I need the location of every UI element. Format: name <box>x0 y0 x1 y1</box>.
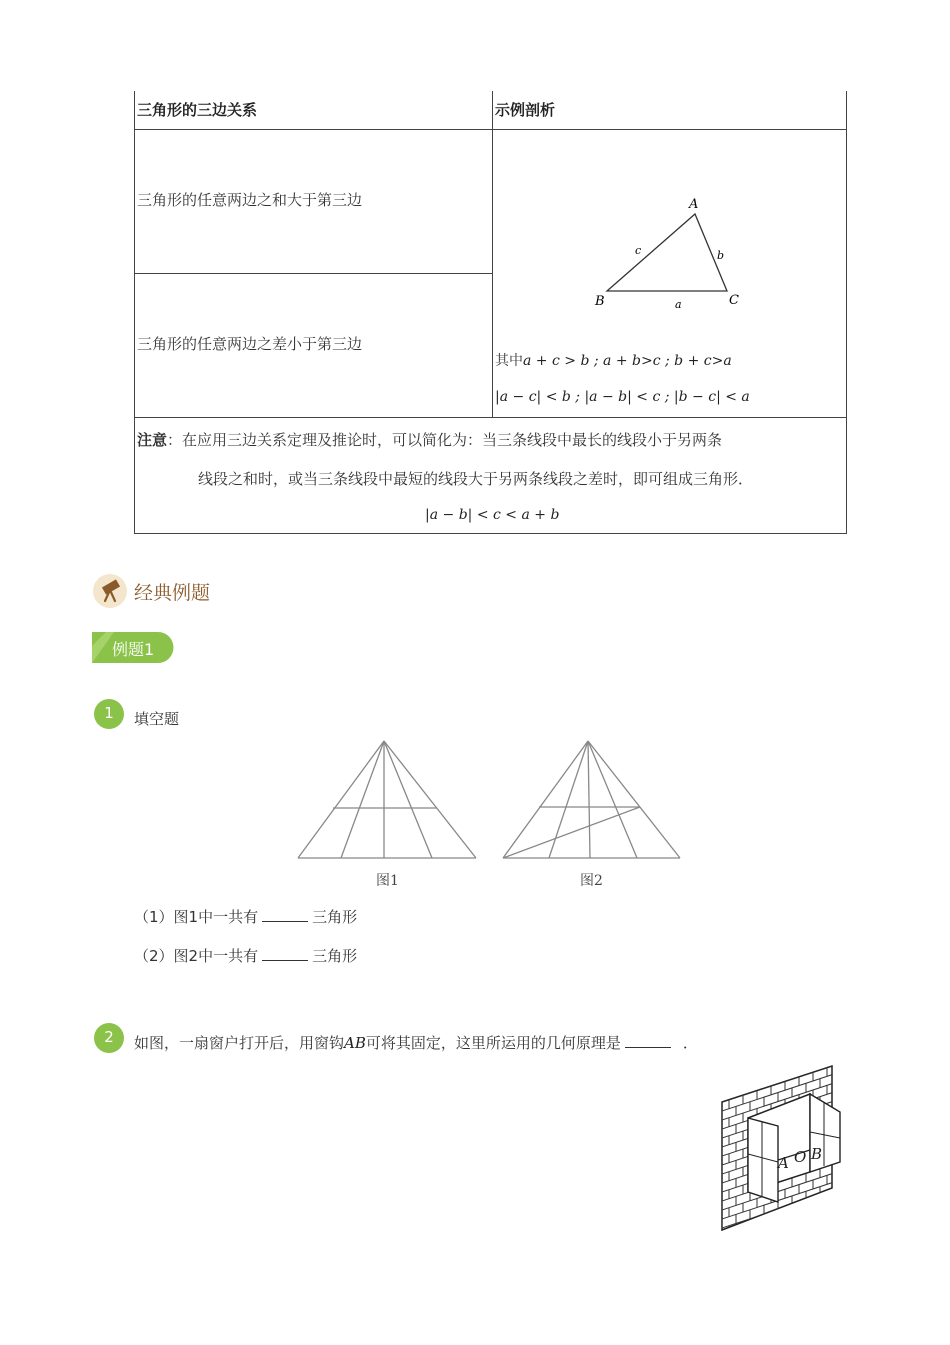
open-window-left <box>748 1118 778 1202</box>
figure-2 <box>503 741 680 858</box>
q2-blank[interactable] <box>625 1033 671 1048</box>
side-b-label: b <box>717 248 725 262</box>
vertex-a-label: A <box>689 196 699 212</box>
q1-part-2-text: （2）图2中一共有 <box>134 947 259 965</box>
note-text-1: ：在应用三边关系定理及推论时，可以简化为：当三条线段中最长的线段小于另两条 <box>167 430 723 449</box>
q2-text-a: 如图，一扇窗户打开后，用窗钩 <box>134 1034 345 1052</box>
side-a-label: a <box>675 297 682 311</box>
window-figure <box>718 1062 844 1234</box>
q1-part-2-blank[interactable] <box>262 946 308 961</box>
example-sum-inequalities: a + c > b ; a + b>c ; b + c>a <box>523 352 732 369</box>
q1-part-1-blank[interactable] <box>262 907 308 922</box>
example-tab-label: 例题1 <box>112 640 155 659</box>
table-header-left: 三角形的三边关系 <box>137 101 258 119</box>
question-2-number: 2 <box>94 1023 124 1053</box>
q1-part-1-suffix: 三角形 <box>312 908 358 926</box>
window-label-a: A <box>778 1154 789 1172</box>
q1-part-1 <box>134 906 357 927</box>
example-tab <box>92 632 174 663</box>
figure-2-caption: 图2 <box>580 873 603 889</box>
section-title: 经典例题 <box>134 582 211 604</box>
figure-1-caption: 图1 <box>376 873 399 889</box>
telescope-icon <box>93 574 127 608</box>
q2-text-end: ． <box>682 1034 698 1052</box>
q1-part-2-suffix: 三角形 <box>312 947 358 965</box>
note-line-2: 线段之和时，或当三条线段中最短的线段大于另两条线段之差时，即可组成三角形． <box>198 469 754 488</box>
question-1-type: 填空题 <box>134 710 180 728</box>
note-formula: |a − b| < c < a + b <box>425 506 560 523</box>
q2-text-b: 可将其固定，这里所运用的几何原理是 <box>365 1034 621 1052</box>
rule-difference: 三角形的任意两边之差小于第三边 <box>137 334 363 353</box>
q1-part-2 <box>134 945 357 966</box>
triangle-abc <box>607 214 727 291</box>
q2-math-ab: AB <box>344 1034 366 1052</box>
example-prefix: 其中 <box>495 352 523 369</box>
q1-part-1-text: （1）图1中一共有 <box>134 908 259 926</box>
triangle-diagram <box>493 170 847 370</box>
question-2-text <box>134 1032 698 1053</box>
q1-figures <box>290 735 690 895</box>
side-c-label: c <box>635 243 642 257</box>
vertex-c-label: C <box>729 292 739 308</box>
window-label-o: O <box>794 1148 807 1166</box>
vertex-b-label: B <box>595 293 605 309</box>
table-header-right: 示例剖析 <box>495 101 556 119</box>
figure-1 <box>298 741 476 858</box>
example-line-1 <box>495 350 732 370</box>
note-line-1 <box>137 429 722 450</box>
triangle-sides-table <box>134 91 847 534</box>
window-label-b: B <box>811 1145 823 1163</box>
question-1-number: 1 <box>94 699 124 729</box>
note-label: 注意 <box>137 430 168 449</box>
rule-sum: 三角形的任意两边之和大于第三边 <box>137 190 363 209</box>
example-line-2: |a − c| < b ; |a − b| < c ; |b − c| < a <box>495 388 750 405</box>
